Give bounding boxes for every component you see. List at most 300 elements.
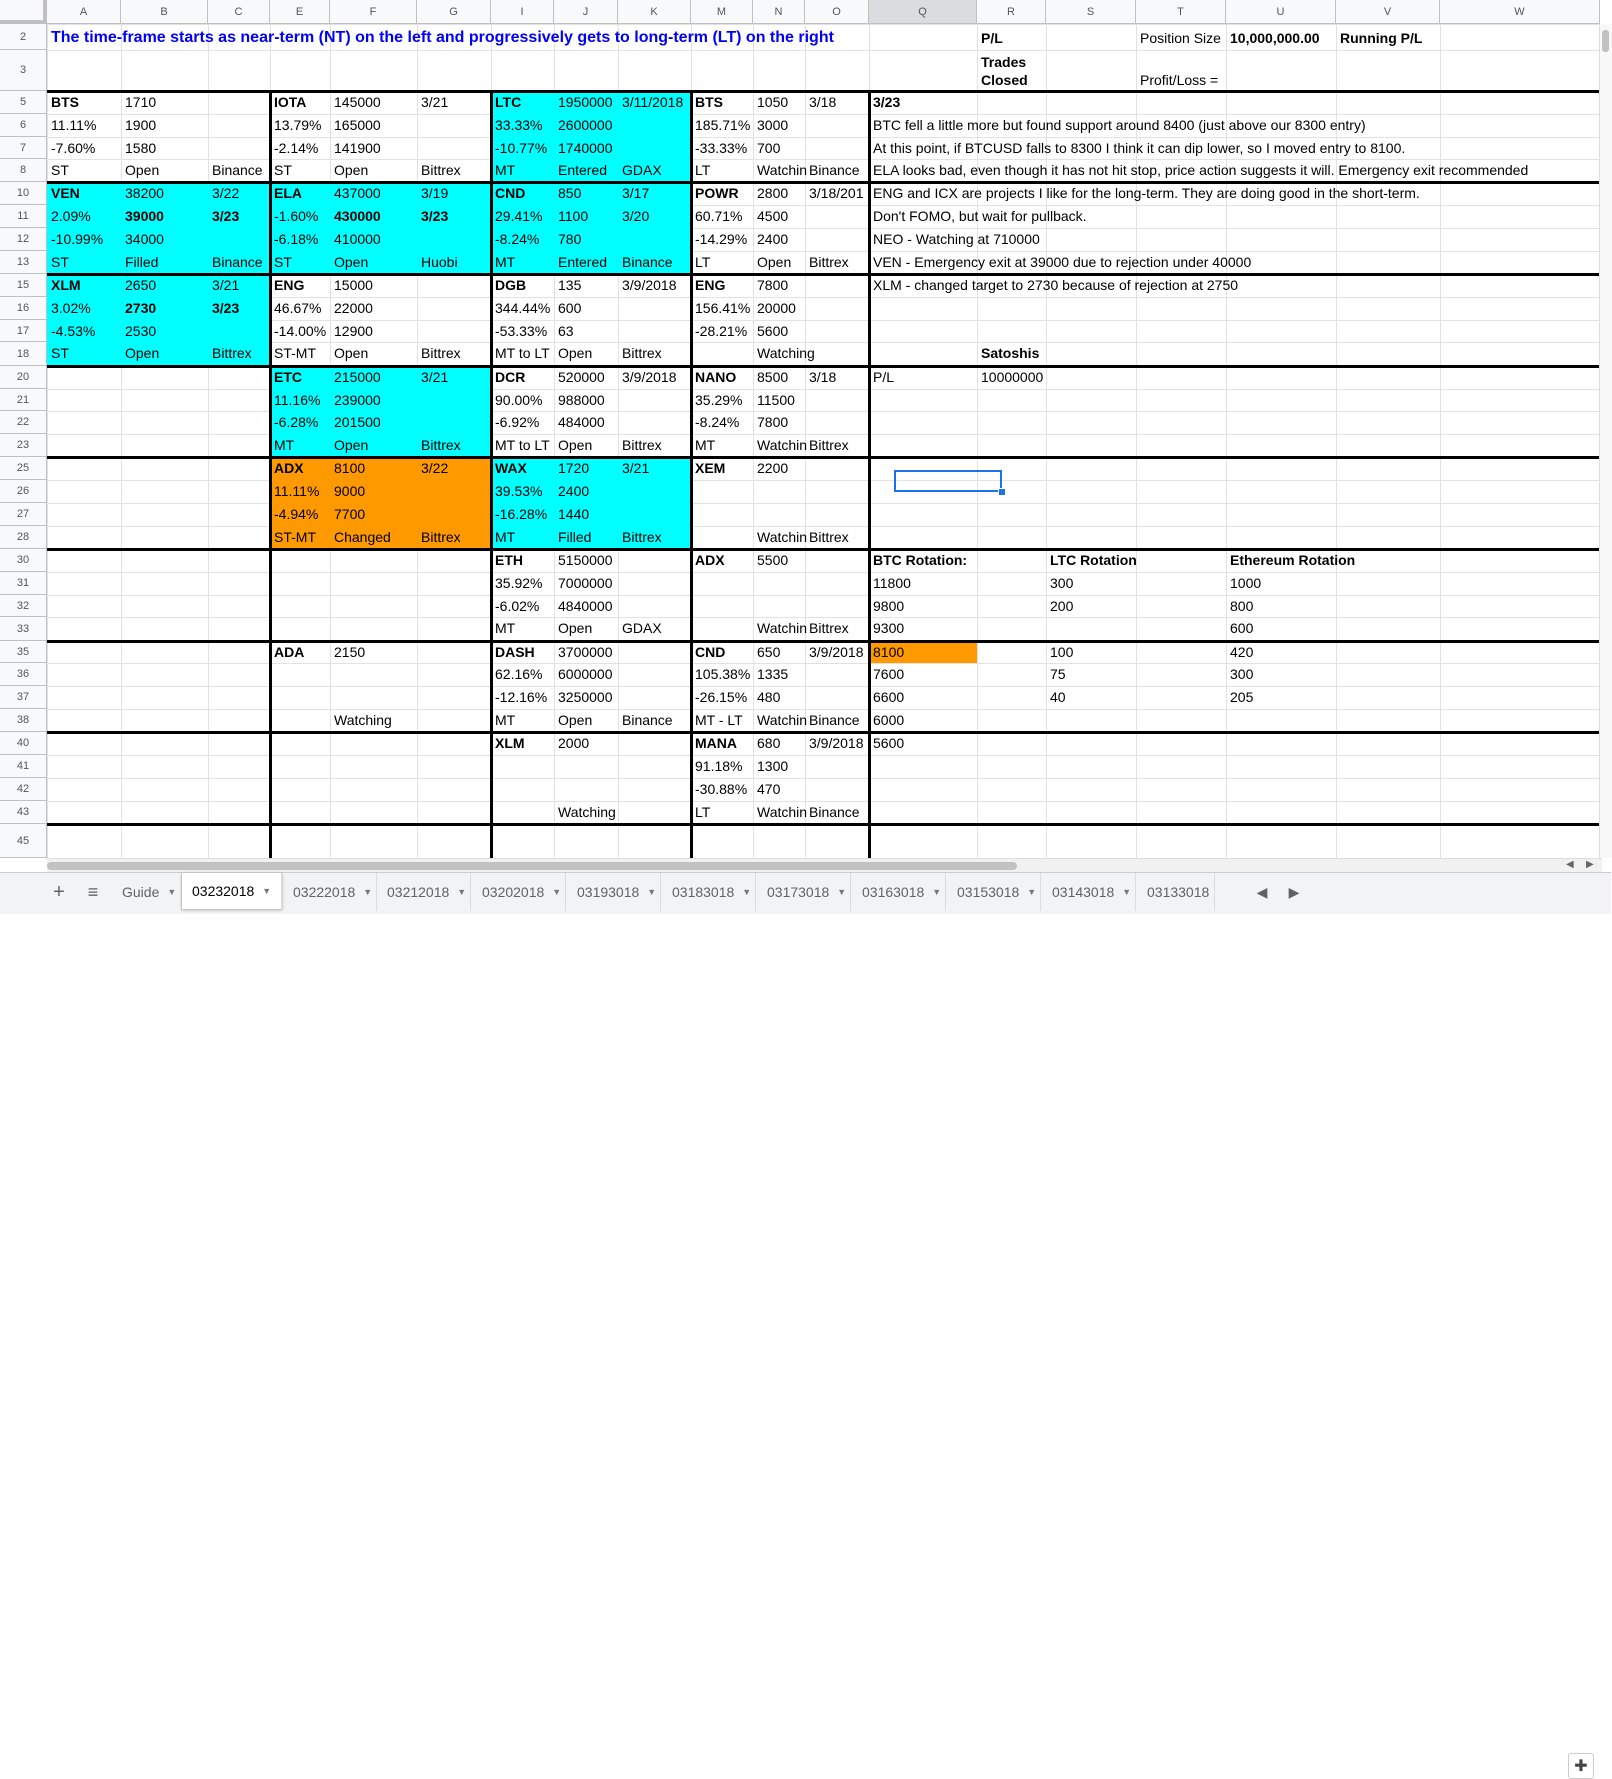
cell-J12[interactable]: 780: [558, 231, 582, 247]
cell-I12[interactable]: -8.24%: [495, 231, 540, 247]
column-header-J[interactable]: J: [554, 0, 618, 24]
row-header-13[interactable]: 13: [0, 251, 47, 274]
cell-Q31[interactable]: 11800: [873, 575, 911, 591]
horizontal-scrollbar[interactable]: [47, 858, 1602, 873]
row-header-43[interactable]: 43: [0, 801, 47, 824]
cell-G20[interactable]: 3/21: [421, 369, 449, 385]
cell-M40[interactable]: MANA: [695, 735, 737, 751]
tab-menu-icon[interactable]: ▼: [262, 886, 272, 896]
sheet-tab-03202018[interactable]: [472, 873, 566, 911]
row-header-45[interactable]: 45: [0, 824, 47, 858]
column-header-C[interactable]: C: [208, 0, 270, 24]
row-header-32[interactable]: 32: [0, 595, 47, 617]
row-header-12[interactable]: 12: [0, 228, 47, 251]
cell-B12[interactable]: 34000: [125, 231, 164, 247]
cell-Q33[interactable]: 9300: [873, 620, 905, 636]
row-header-20[interactable]: 20: [0, 366, 47, 389]
cell-F10[interactable]: 437000: [334, 185, 381, 201]
cell-C13[interactable]: Binance: [212, 254, 263, 270]
cell-M35[interactable]: CND: [695, 644, 726, 660]
row-header-26[interactable]: 26: [0, 480, 47, 503]
cell-Q30[interactable]: BTC Rotation:: [873, 552, 968, 568]
cell-U32[interactable]: 800: [1230, 598, 1254, 614]
row-header-38[interactable]: 38: [0, 709, 47, 732]
cell-J8[interactable]: Entered: [558, 162, 608, 178]
cell-F15[interactable]: 15000: [334, 277, 373, 293]
cell-I10[interactable]: CND: [495, 185, 526, 201]
cell-B18[interactable]: Open: [125, 345, 160, 361]
row-header-23[interactable]: 23: [0, 434, 47, 457]
cell-F35[interactable]: 2150: [334, 644, 366, 660]
cell-I33[interactable]: MT: [495, 620, 516, 636]
tab-menu-icon[interactable]: ▼: [552, 887, 562, 897]
cell-M20[interactable]: NANO: [695, 369, 737, 385]
column-header-R[interactable]: R: [977, 0, 1046, 24]
cell-N12[interactable]: 2400: [757, 231, 789, 247]
cell-J6[interactable]: 2600000: [558, 117, 613, 133]
cell-I5[interactable]: LTC: [495, 94, 522, 110]
cell-M43[interactable]: LT: [695, 804, 711, 820]
cell-S35[interactable]: 100: [1050, 644, 1074, 660]
cell-N11[interactable]: 4500: [757, 208, 789, 224]
cell-C18[interactable]: Bittrex: [212, 345, 252, 361]
cell-E25[interactable]: ADX: [274, 460, 304, 476]
cell-I31[interactable]: 35.92%: [495, 575, 543, 591]
cell-G5[interactable]: 3/21: [421, 94, 449, 110]
column-header-V[interactable]: V: [1336, 0, 1440, 24]
cell-M25[interactable]: XEM: [695, 460, 726, 476]
cell-F20[interactable]: 215000: [334, 369, 381, 385]
cell-G18[interactable]: Bittrex: [421, 345, 461, 361]
cell-G11[interactable]: 3/23: [421, 208, 449, 224]
sheet-tab-03143018[interactable]: [1042, 873, 1136, 911]
row-header-25[interactable]: 25: [0, 457, 47, 480]
row-header-27[interactable]: 27: [0, 503, 47, 526]
cell-J30[interactable]: 5150000: [558, 552, 613, 568]
cell-F28[interactable]: Changed: [334, 529, 391, 545]
cell-I25[interactable]: WAX: [495, 460, 527, 476]
column-header-Q[interactable]: Q: [869, 0, 977, 24]
cell-U31[interactable]: 1000: [1230, 575, 1262, 591]
tab-menu-icon[interactable]: ▼: [932, 887, 942, 897]
cell-F26[interactable]: 9000: [334, 483, 366, 499]
cell-J13[interactable]: Entered: [558, 254, 608, 270]
cell-F7[interactable]: 141900: [334, 140, 381, 156]
cell-M37[interactable]: -26.15%: [695, 689, 748, 705]
fill-handle[interactable]: [998, 488, 1006, 496]
cell-J5[interactable]: 1950000: [558, 94, 613, 110]
vertical-scroll-thumb[interactable]: [1602, 30, 1609, 52]
cell-N7[interactable]: 700: [757, 140, 781, 156]
sheet-tab-03133018[interactable]: [1137, 873, 1215, 911]
cell-I37[interactable]: -12.16%: [495, 689, 548, 705]
cell-M11[interactable]: 60.71%: [695, 208, 743, 224]
cell-E8[interactable]: ST: [274, 162, 292, 178]
cell-K18[interactable]: Bittrex: [622, 345, 662, 361]
cell-E11[interactable]: -1.60%: [274, 208, 319, 224]
cell-M23[interactable]: MT: [695, 437, 716, 453]
active-cell-selection[interactable]: [894, 470, 1002, 492]
cell-O28[interactable]: Bittrex: [809, 529, 849, 545]
cell-E26[interactable]: 11.11%: [274, 483, 320, 499]
sheet-tab-03193018[interactable]: [567, 873, 661, 911]
row-header-11[interactable]: 11: [0, 205, 47, 228]
header-cell-R2[interactable]: P/L: [981, 30, 1003, 46]
cell-E16[interactable]: 46.67%: [274, 300, 322, 316]
cell-N41[interactable]: 1300: [757, 758, 789, 774]
cell-A7[interactable]: -7.60%: [51, 140, 96, 156]
cell-O20[interactable]: 3/18: [809, 369, 837, 385]
tab-menu-icon[interactable]: ▼: [742, 887, 752, 897]
cell-E20[interactable]: ETC: [274, 369, 302, 385]
cell-B11[interactable]: 39000: [125, 208, 164, 224]
row-header-30[interactable]: 30: [0, 549, 47, 572]
cell-N15[interactable]: 7800: [757, 277, 789, 293]
column-header-S[interactable]: S: [1046, 0, 1136, 24]
row-header-36[interactable]: 36: [0, 663, 47, 686]
cell-E12[interactable]: -6.18%: [274, 231, 319, 247]
cell-Q37[interactable]: 6600: [873, 689, 905, 705]
horizontal-scroll-thumb[interactable]: [47, 862, 1017, 870]
row-header-41[interactable]: 41: [0, 755, 47, 778]
cell-J35[interactable]: 3700000: [558, 644, 613, 660]
cell-J17[interactable]: 63: [558, 323, 574, 339]
column-header-G[interactable]: G: [417, 0, 491, 24]
cell-N21[interactable]: 11500: [757, 392, 795, 408]
cell-F21[interactable]: 239000: [334, 392, 381, 408]
cell-K11[interactable]: 3/20: [622, 208, 650, 224]
vertical-scrollbar[interactable]: [1599, 24, 1612, 858]
cell-N8[interactable]: Watchin: [757, 162, 808, 178]
row-header-16[interactable]: 16: [0, 297, 47, 320]
cell-N6[interactable]: 3000: [757, 117, 789, 133]
cell-C10[interactable]: 3/22: [212, 185, 240, 201]
cell-J21[interactable]: 988000: [558, 392, 605, 408]
tabs-scroll-left-icon[interactable]: ◀: [1256, 883, 1268, 900]
timeframe-banner[interactable]: The time-frame starts as near-term (NT) on the left and progressively gets to long-term (LT) on the right: [51, 29, 834, 46]
cell-R18[interactable]: Satoshis: [981, 345, 1040, 361]
column-header-W[interactable]: W: [1440, 0, 1600, 24]
cell-S36[interactable]: 75: [1050, 666, 1066, 682]
cell-N23[interactable]: Watchin: [757, 437, 808, 453]
cell-O43[interactable]: Binance: [809, 804, 860, 820]
row-header-15[interactable]: 15: [0, 274, 47, 297]
cell-J33[interactable]: Open: [558, 620, 593, 636]
cell-J25[interactable]: 1720: [558, 460, 590, 476]
sheet-tab-03212018[interactable]: [377, 873, 471, 911]
cell-E13[interactable]: ST: [274, 254, 292, 270]
cell-M17[interactable]: -28.21%: [695, 323, 748, 339]
cell-O5[interactable]: 3/18: [809, 94, 837, 110]
cell-G8[interactable]: Bittrex: [421, 162, 461, 178]
cell-K20[interactable]: 3/9/2018: [622, 369, 677, 385]
cell-B16[interactable]: 2730: [125, 300, 157, 316]
column-header-B[interactable]: B: [121, 0, 208, 24]
tab-menu-icon[interactable]: ▼: [647, 887, 657, 897]
cell-C15[interactable]: 3/21: [212, 277, 240, 293]
cell-N10[interactable]: 2800: [757, 185, 789, 201]
cell-Q36[interactable]: 7600: [873, 666, 905, 682]
cell-J26[interactable]: 2400: [558, 483, 590, 499]
cell-O33[interactable]: Bittrex: [809, 620, 849, 636]
cell-R20[interactable]: 10000000: [981, 369, 1044, 385]
row-header-17[interactable]: 17: [0, 320, 47, 342]
cell-Q10[interactable]: ENG and ICX are projects I like for the long-term. They are doing good in the short-term.: [873, 185, 1420, 201]
cell-A16[interactable]: 3.02%: [51, 300, 91, 316]
cell-E5[interactable]: IOTA: [274, 94, 307, 110]
cell-M30[interactable]: ADX: [695, 552, 725, 568]
cell-I40[interactable]: XLM: [495, 735, 525, 751]
cell-M22[interactable]: -8.24%: [695, 414, 740, 430]
tab-menu-icon[interactable]: ▼: [457, 887, 467, 897]
cell-S32[interactable]: 200: [1050, 598, 1074, 614]
cell-F18[interactable]: Open: [334, 345, 369, 361]
cell-Q6[interactable]: BTC fell a little more but found support around 8400 (just above our 8300 entry): [873, 117, 1366, 133]
cell-E35[interactable]: ADA: [274, 644, 305, 660]
column-header-I[interactable]: I: [491, 0, 554, 24]
cell-U37[interactable]: 205: [1230, 689, 1254, 705]
cell-K8[interactable]: GDAX: [622, 162, 662, 178]
cell-J38[interactable]: Open: [558, 712, 593, 728]
cell-J11[interactable]: 1100: [558, 208, 589, 224]
cell-F12[interactable]: 410000: [334, 231, 381, 247]
row-header-35[interactable]: 35: [0, 641, 47, 663]
header-cell-T3[interactable]: Profit/Loss =: [1140, 72, 1219, 88]
row-header-8[interactable]: 8: [0, 159, 47, 182]
cell-E10[interactable]: ELA: [274, 185, 302, 201]
cell-J20[interactable]: 520000: [558, 369, 605, 385]
column-header-O[interactable]: O: [805, 0, 869, 24]
cell-A13[interactable]: ST: [51, 254, 69, 270]
tab-menu-icon[interactable]: ▼: [837, 887, 847, 897]
tab-menu-icon[interactable]: ▼: [167, 887, 177, 897]
sheet-tab-03153018[interactable]: [947, 873, 1041, 911]
sheet-tab-03232018[interactable]: [182, 873, 282, 909]
cell-G25[interactable]: 3/22: [421, 460, 449, 476]
cell-K13[interactable]: Binance: [622, 254, 673, 270]
cell-N43[interactable]: Watchin: [757, 804, 808, 820]
cell-F22[interactable]: 201500: [334, 414, 381, 430]
cell-Q12[interactable]: NEO - Watching at 710000: [873, 231, 1040, 247]
cell-U36[interactable]: 300: [1230, 666, 1254, 682]
cell-A12[interactable]: -10.99%: [51, 231, 104, 247]
cell-J22[interactable]: 484000: [558, 414, 605, 430]
cell-M41[interactable]: 91.18%: [695, 758, 743, 774]
cell-N20[interactable]: 8500: [757, 369, 789, 385]
cell-I20[interactable]: DCR: [495, 369, 526, 385]
sheet-tab-03183018[interactable]: [662, 873, 756, 911]
column-header-U[interactable]: U: [1226, 0, 1336, 24]
cell-E15[interactable]: ENG: [274, 277, 305, 293]
cell-I11[interactable]: 29.41%: [495, 208, 543, 224]
add-sheet-icon[interactable]: +: [53, 880, 65, 903]
cell-Q38[interactable]: 6000: [873, 712, 905, 728]
cell-K15[interactable]: 3/9/2018: [622, 277, 677, 293]
cell-N17[interactable]: 5600: [757, 323, 789, 339]
cell-F6[interactable]: 165000: [334, 117, 381, 133]
cell-N16[interactable]: 20000: [757, 300, 796, 316]
cell-N28[interactable]: Watchin: [757, 529, 808, 545]
cell-N38[interactable]: Watchin: [757, 712, 808, 728]
cell-I28[interactable]: MT: [495, 529, 516, 545]
row-header-40[interactable]: 40: [0, 732, 47, 755]
sheet-tab-03173018[interactable]: [757, 873, 851, 911]
cell-I13[interactable]: MT: [495, 254, 516, 270]
tab-menu-icon[interactable]: ▼: [363, 887, 373, 897]
cell-I18[interactable]: MT to LT: [495, 345, 550, 361]
cell-J43[interactable]: Watching: [558, 804, 616, 820]
cell-B7[interactable]: 1580: [125, 140, 157, 156]
cell-M13[interactable]: LT: [695, 254, 711, 270]
cell-E22[interactable]: -6.28%: [274, 414, 319, 430]
cell-N42[interactable]: 470: [757, 781, 781, 797]
cell-A6[interactable]: 11.11%: [51, 117, 97, 133]
cell-M15[interactable]: ENG: [695, 277, 726, 293]
cell-F8[interactable]: Open: [334, 162, 369, 178]
cell-K23[interactable]: Bittrex: [622, 437, 662, 453]
cell-K25[interactable]: 3/21: [622, 460, 650, 476]
cell-I17[interactable]: -53.33%: [495, 323, 548, 339]
cell-G23[interactable]: Bittrex: [421, 437, 461, 453]
cell-O40[interactable]: 3/9/2018: [809, 735, 864, 751]
cell-A17[interactable]: -4.53%: [51, 323, 96, 339]
cell-B8[interactable]: Open: [125, 162, 160, 178]
cell-F17[interactable]: 12900: [334, 323, 373, 339]
cell-K10[interactable]: 3/17: [622, 185, 650, 201]
cell-Q5[interactable]: 3/23: [873, 94, 901, 110]
cell-I36[interactable]: 62.16%: [495, 666, 543, 682]
cell-K5[interactable]: 3/11/2018: [622, 94, 684, 110]
cell-C16[interactable]: 3/23: [212, 300, 240, 316]
row-header-7[interactable]: 7: [0, 137, 47, 159]
column-header-M[interactable]: M: [691, 0, 753, 24]
scroll-right-icon[interactable]: ▶: [1586, 859, 1594, 870]
header-cell-R3b[interactable]: Closed: [981, 72, 1028, 88]
cell-O10[interactable]: 3/18/201: [809, 185, 864, 201]
cell-M8[interactable]: LT: [695, 162, 711, 178]
cell-E27[interactable]: -4.94%: [274, 506, 319, 522]
cell-A11[interactable]: 2.09%: [51, 208, 91, 224]
cell-E17[interactable]: -14.00%: [274, 323, 327, 339]
cell-I38[interactable]: MT: [495, 712, 516, 728]
cell-B13[interactable]: Filled: [125, 254, 159, 270]
column-header-N[interactable]: N: [753, 0, 805, 24]
cell-M7[interactable]: -33.33%: [695, 140, 748, 156]
cell-F23[interactable]: Open: [334, 437, 369, 453]
row-header-3[interactable]: 3: [0, 50, 47, 91]
cell-J40[interactable]: 2000: [558, 735, 590, 751]
column-header-K[interactable]: K: [618, 0, 691, 24]
row-header-31[interactable]: 31: [0, 572, 47, 595]
header-cell-V2[interactable]: Running P/L: [1340, 30, 1423, 46]
cell-I35[interactable]: DASH: [495, 644, 535, 660]
cell-E7[interactable]: -2.14%: [274, 140, 319, 156]
cell-N37[interactable]: 480: [757, 689, 781, 705]
cell-S31[interactable]: 300: [1050, 575, 1074, 591]
row-header-33[interactable]: 33: [0, 617, 47, 641]
cell-M16[interactable]: 156.41%: [695, 300, 751, 316]
cell-U33[interactable]: 600: [1230, 620, 1254, 636]
cell-O13[interactable]: Bittrex: [809, 254, 849, 270]
cell-I32[interactable]: -6.02%: [495, 598, 540, 614]
row-header-28[interactable]: 28: [0, 526, 47, 549]
cell-N22[interactable]: 7800: [757, 414, 789, 430]
header-cell-T2[interactable]: Position Size: [1140, 30, 1221, 46]
row-header-5[interactable]: 5: [0, 91, 47, 114]
column-header-T[interactable]: T: [1136, 0, 1226, 24]
cell-E6[interactable]: 13.79%: [274, 117, 322, 133]
cell-I30[interactable]: ETH: [495, 552, 523, 568]
cell-M6[interactable]: 185.71%: [695, 117, 751, 133]
cell-B5[interactable]: 1710: [125, 94, 157, 110]
scroll-left-icon[interactable]: ◀: [1566, 859, 1574, 870]
cell-K33[interactable]: GDAX: [622, 620, 662, 636]
cell-I26[interactable]: 39.53%: [495, 483, 543, 499]
cell-A18[interactable]: ST: [51, 345, 69, 361]
cell-M42[interactable]: -30.88%: [695, 781, 748, 797]
cell-K28[interactable]: Bittrex: [622, 529, 662, 545]
tab-menu-icon[interactable]: ▼: [1027, 887, 1037, 897]
cell-N25[interactable]: 2200: [757, 460, 789, 476]
cell-B6[interactable]: 1900: [125, 117, 157, 133]
cell-Q7[interactable]: At this point, if BTCUSD falls to 8300 I think it can dip lower, so I moved entry to 8100.: [873, 140, 1406, 156]
row-header-21[interactable]: 21: [0, 389, 47, 411]
row-header-42[interactable]: 42: [0, 778, 47, 801]
cell-K38[interactable]: Binance: [622, 712, 673, 728]
cell-Q11[interactable]: Don't FOMO, but wait for pullback.: [873, 208, 1087, 224]
column-header-A[interactable]: A: [47, 0, 121, 24]
cell-I27[interactable]: -16.28%: [495, 506, 548, 522]
cell-C8[interactable]: Binance: [212, 162, 263, 178]
cell-Q20[interactable]: P/L: [873, 369, 895, 385]
cell-I7[interactable]: -10.77%: [495, 140, 548, 156]
cell-Q35[interactable]: 8100: [873, 644, 905, 660]
cell-U30[interactable]: Ethereum Rotation: [1230, 552, 1356, 568]
sheet-tab-03222018[interactable]: [283, 873, 377, 911]
cell-M21[interactable]: 35.29%: [695, 392, 743, 408]
cell-F25[interactable]: 8100: [334, 460, 366, 476]
cell-I21[interactable]: 90.00%: [495, 392, 543, 408]
cell-O8[interactable]: Binance: [809, 162, 860, 178]
cell-Q40[interactable]: 5600: [873, 735, 905, 751]
cell-J15[interactable]: 135: [558, 277, 582, 293]
cell-J32[interactable]: 4840000: [558, 598, 613, 614]
cell-E18[interactable]: ST-MT: [274, 345, 316, 361]
cell-E28[interactable]: ST-MT: [274, 529, 316, 545]
all-sheets-icon[interactable]: ≡: [87, 881, 99, 902]
cell-I23[interactable]: MT to LT: [495, 437, 550, 453]
column-header-E[interactable]: E: [270, 0, 330, 24]
cell-M10[interactable]: POWR: [695, 185, 739, 201]
cell-S37[interactable]: 40: [1050, 689, 1066, 705]
cell-A10[interactable]: VEN: [51, 185, 80, 201]
cell-N18[interactable]: Watching: [757, 345, 815, 361]
cell-C11[interactable]: 3/23: [212, 208, 240, 224]
cell-J36[interactable]: 6000000: [558, 666, 613, 682]
cell-O38[interactable]: Binance: [809, 712, 860, 728]
cell-O23[interactable]: Bittrex: [809, 437, 849, 453]
cell-M5[interactable]: BTS: [695, 94, 723, 110]
cell-Q15[interactable]: XLM - changed target to 2730 because of rejection at 2750: [873, 277, 1239, 293]
cell-Q32[interactable]: 9800: [873, 598, 905, 614]
cell-N36[interactable]: 1335: [757, 666, 789, 682]
cell-G28[interactable]: Bittrex: [421, 529, 461, 545]
cell-J28[interactable]: Filled: [558, 529, 592, 545]
cell-J7[interactable]: 1740000: [558, 140, 613, 156]
cell-G13[interactable]: Huobi: [421, 254, 458, 270]
sheet-tab-03163018[interactable]: [852, 873, 946, 911]
cell-N30[interactable]: 5500: [757, 552, 789, 568]
